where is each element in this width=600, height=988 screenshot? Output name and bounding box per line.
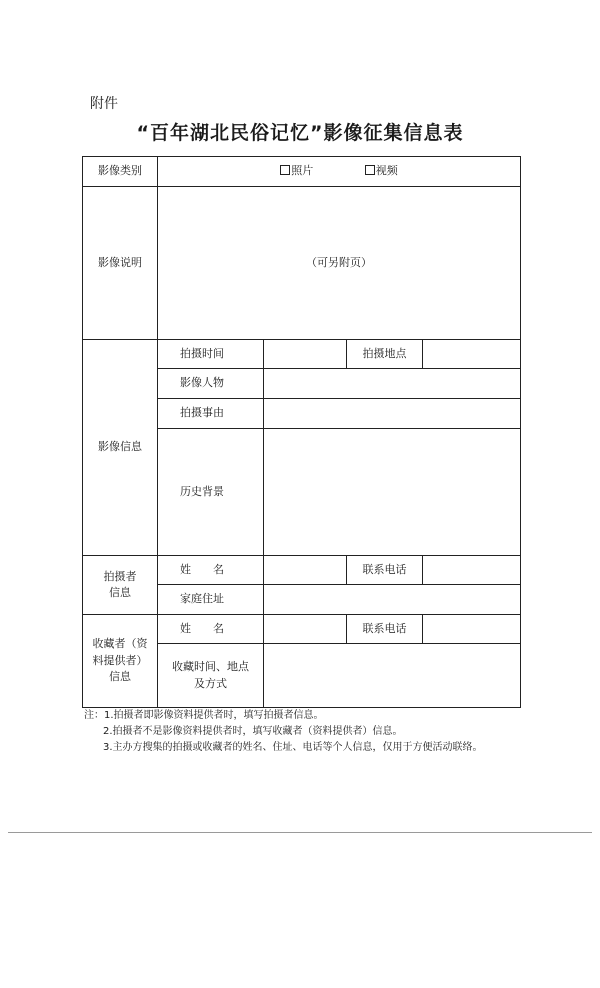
collector-name-field[interactable]	[264, 615, 347, 644]
photo-checkbox[interactable]	[280, 165, 290, 175]
photographer-label	[83, 556, 158, 615]
row-shoot-time	[83, 340, 521, 369]
collector-phone-label: 联系电话	[347, 615, 423, 644]
reason-label: 拍摄事由	[158, 399, 264, 429]
photographer-name-label: 姓 名	[158, 556, 264, 585]
shoot-time-field[interactable]	[264, 340, 347, 369]
collection-method-line2: 及方式	[194, 676, 227, 690]
photo-option-label: 照片	[291, 164, 314, 178]
image-desc-field[interactable]	[158, 187, 521, 340]
image-type-label: 影像类别	[83, 157, 158, 187]
image-desc-label: 影像说明	[83, 187, 158, 340]
collector-phone-field[interactable]	[423, 615, 521, 644]
photographer-phone-label: 联系电话	[347, 556, 423, 585]
photographer-label-line2: 信息	[109, 586, 131, 599]
shoot-place-field[interactable]	[423, 340, 521, 369]
shoot-time-label: 拍摄时间	[158, 340, 264, 369]
collector-label-line2: 料提供者）	[92, 653, 148, 667]
collector-label-line1: 收藏者（资	[92, 637, 148, 651]
photo-option[interactable]	[280, 163, 313, 180]
note-3: 3.主办方搜集的拍摄或收藏者的姓名、住址、电话等个人信息，仅用于方便活动联络。	[103, 742, 483, 753]
photographer-phone-field[interactable]	[423, 556, 521, 585]
row-collector-name	[83, 615, 521, 644]
collection-method-field[interactable]	[264, 644, 521, 708]
collector-label-line3: 信息	[109, 670, 131, 684]
collector-name-label: 姓 名	[158, 615, 264, 644]
form-notes	[84, 708, 483, 756]
background-field[interactable]	[264, 429, 521, 556]
photographer-address-label: 家庭住址	[158, 585, 264, 615]
collection-method-label	[158, 644, 264, 708]
shoot-place-label: 拍摄地点	[347, 340, 423, 369]
row-image-desc	[83, 187, 521, 340]
attachment-label: 附件	[90, 96, 118, 112]
video-checkbox[interactable]	[365, 165, 375, 175]
photographer-address-field[interactable]	[264, 585, 521, 615]
people-label: 影像人物	[158, 369, 264, 399]
photographer-name-field[interactable]	[264, 556, 347, 585]
image-info-label: 影像信息	[83, 340, 158, 556]
video-option-label: 视频	[375, 164, 398, 178]
video-option[interactable]	[365, 163, 398, 180]
row-photographer-name	[83, 556, 521, 585]
note-2: 2.拍摄者不是影像资料提供者时，填写收藏者（资料提供者）信息。	[103, 726, 403, 737]
collector-label	[83, 615, 158, 708]
page-bottom-rule	[8, 832, 592, 833]
people-field[interactable]	[264, 369, 521, 399]
collection-method-line1: 收藏时间、地点	[172, 660, 249, 673]
image-desc-hint: （可另附页）	[306, 255, 372, 269]
reason-field[interactable]	[264, 399, 521, 429]
note-1: 注：1.拍摄者即影像资料提供者时，填写拍摄者信息。	[84, 710, 324, 721]
background-label: 历史背景	[158, 429, 264, 556]
row-image-type	[83, 157, 521, 187]
image-type-options	[158, 157, 521, 187]
form-title: “百年湖北民俗记忆”影像征集信息表	[136, 122, 464, 144]
info-form-table	[82, 156, 521, 708]
photographer-label-line1: 拍摄者	[103, 569, 137, 583]
